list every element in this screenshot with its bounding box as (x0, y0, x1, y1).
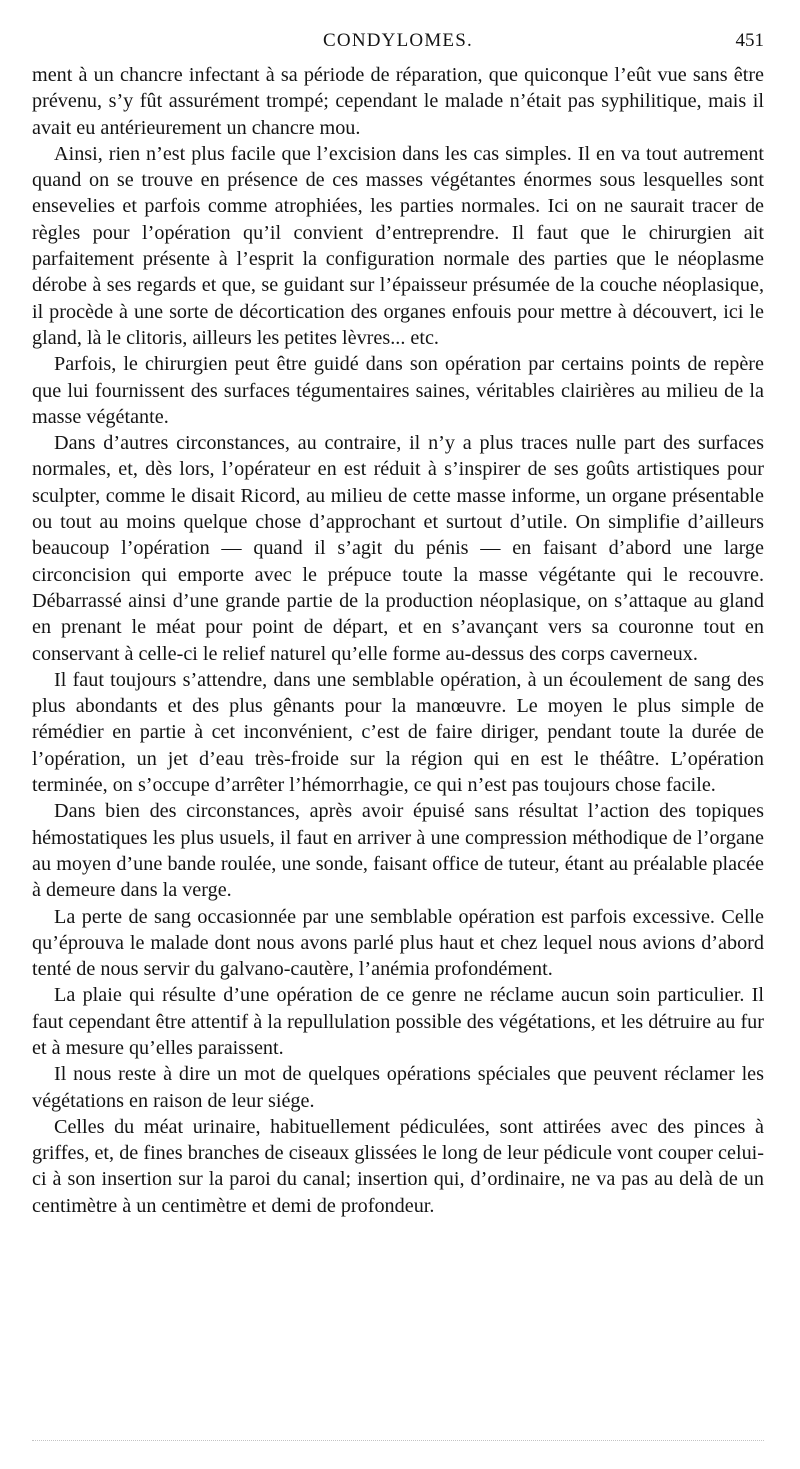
paragraph-compression: Dans bien des circonstances, après avoir épuisé sans résultat l’action des topiques hémostatiques les plus usuels, il faut en arriver à une compression méthodique de l’organe au moyen d’une bande roulée, une sonde, faisant office de tuteur, étant au préalable placée à demeure dans la verge. (32, 800, 764, 902)
running-title: CONDYLOMES. (323, 30, 473, 51)
paragraph-bleeding: Il faut toujours s’attendre, dans une semblable opération, à un écoulement de sang des plus abondants et des plus gênants pour la manœuvre. Le moyen le plus simple de rémédier en partie à cet inconvénient, c’est de faire diriger, pendant toute la durée de l’opération, un jet d’eau très-froide sur la région qui en est le théâtre. L’opération terminée, on s’occupe d’arrêter l’hémorrhagie, ce qui n’est pas toujours chose facile. (32, 668, 764, 797)
paragraph-blood-loss: La perte de sang occasionnée par une semblable opération est parfois excessive. Celle qu’éprouva le malade dont nous avons parlé plus haut et chez lequel nous avions d’abord tenté de nous servir du galvano-cautère, l’anémia profondément. (32, 905, 764, 981)
paragraph-excision: Ainsi, rien n’est plus facile que l’excision dans les cas simples. Il en va tout autrement quand on se trouve en présence de ces masses végétantes énormes sous lesquelles sont ensevelies et parfois comme atrophiées, les parties normales. Ici on ne saurait tracer de règles pour l’opération qu’il convient d’entreprendre. Il faut que le chirurgien ait parfaitement présente à l’esprit la configuration normale des parties que le néoplasme dérobe à ses regards et que, se guidant sur l’épaisseur présumée de la couche néoplasique, il procède à une sorte de décortication des organes enfouis pour mettre à découvert, ici le gland, là le clitoris, ailleurs les petites lèvres... etc. (32, 142, 764, 349)
paragraph-landmarks: Parfois, le chirurgien peut être guidé dans son opération par certains points de repère que lui fournissent des surfaces tégumentaires saines, véritables clairières au milieu de la masse végétante. (32, 353, 764, 428)
book-page (32, 26, 764, 1219)
paragraph-continuation: ment à un chancre infectant à sa période de réparation, que quiconque l’eût vue sans être prévenu, s’y fût assurément trompé; cependant le malade n’était pas syphilitique, mais il avait eu antérieurement un chancre mou. (32, 64, 764, 139)
paragraph-urinary-meatus: Celles du méat urinaire, habituellement pédiculées, sont attirées avec des pinces à griffes, et, de fines branches de ciseaux glissées le long de leur pédicule vont couper celui-ci à son insertion sur la paroi du canal; insertion qui, d’ordinaire, ne va pas au delà de un centimètre à un centimètre et demi de profondeur. (32, 1115, 764, 1217)
paragraph-circumcision: Dans d’autres circonstances, au contraire, il n’y a plus traces nulle part des surfaces normales, et, dès lors, l’opérateur en est réduit à s’inspirer de ses goûts artistiques pour sculpter, comme le disait Ricord, au milieu de cette masse informe, un organe présentable ou tout au moins quelque chose d’approchant et surtout d’utile. On simplifie d’ailleurs beaucoup l’opération — quand il s’agit du pénis — en faisant d’abord une large circoncision qui emporte avec le prépuce toute la masse végétante qui le recouvre. Débarrassé ainsi d’une grande partie de la production néoplasique, on s’attaque au gland en prenant le méat pour point de départ, et en s’avançant vers sa couronne tout en conservant à celle-ci le relief naturel qu’elle forme au-dessus des corps caverneux. (32, 432, 764, 665)
bottom-rule (32, 1440, 764, 1441)
body-text (32, 62, 764, 1219)
running-head (32, 26, 764, 62)
paragraph-special-operations: Il nous reste à dire un mot de quelques opérations spéciales que peuvent réclamer les végétations en raison de leur siége. (32, 1063, 764, 1112)
page-number: 451 (735, 30, 764, 51)
paragraph-wound-care: La plaie qui résulte d’une opération de ce genre ne réclame aucun soin particulier. Il faut cependant être attentif à la repullulation possible des végétations, et les détruire au fur et à mesure qu’elles paraissent. (32, 984, 764, 1059)
